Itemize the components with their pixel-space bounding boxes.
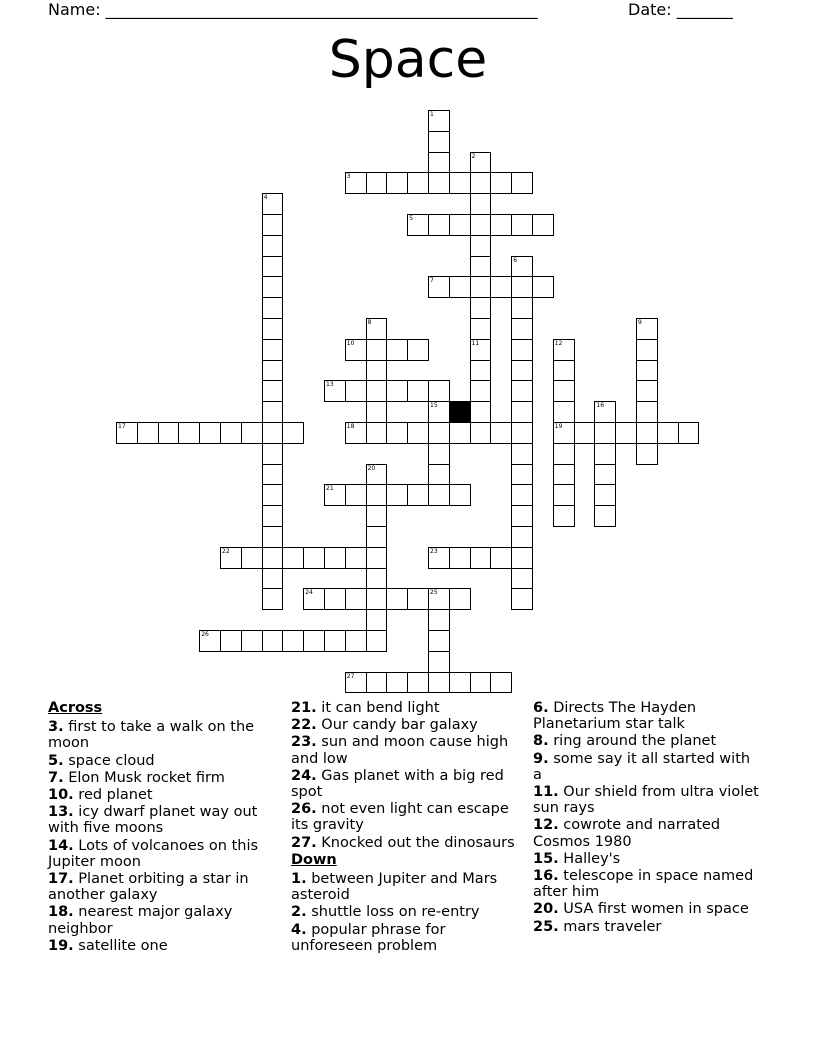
grid-cell[interactable] <box>366 464 388 486</box>
clue-item-number: 2. <box>291 904 307 921</box>
grid-cell[interactable] <box>678 422 700 444</box>
clue-number: 11 <box>471 339 480 347</box>
grid-cell[interactable] <box>511 172 533 194</box>
grid-cell[interactable] <box>428 276 450 298</box>
grid-cell[interactable] <box>262 360 284 382</box>
grid-cell[interactable] <box>366 505 388 527</box>
grid-cell[interactable] <box>262 464 284 486</box>
clue-number: 17 <box>118 423 126 430</box>
grid-cell[interactable] <box>553 360 575 382</box>
clue-item-number: 13. <box>48 804 74 821</box>
clue-item-text: nearest major galaxy neighbor <box>48 904 233 937</box>
grid-cell[interactable] <box>262 276 284 298</box>
clue-item <box>533 868 761 900</box>
grid-cell[interactable] <box>657 422 679 444</box>
grid-cell[interactable] <box>428 630 450 652</box>
clue-number: 15 <box>430 402 438 410</box>
grid-cell[interactable] <box>345 630 367 652</box>
clue-column-3 <box>533 700 761 936</box>
clue-item-number: 25. <box>533 918 559 935</box>
clue-number: 27 <box>346 672 355 680</box>
clue-number: 23 <box>430 547 438 555</box>
clue-number: 13 <box>326 381 334 389</box>
grid-cell[interactable] <box>428 152 450 174</box>
clue-number: 26 <box>201 631 209 638</box>
grid-cell[interactable] <box>511 547 533 569</box>
grid-cell[interactable] <box>324 547 346 569</box>
grid-cell[interactable] <box>220 547 242 569</box>
clue-number: 5 <box>409 215 414 222</box>
grid-cell[interactable] <box>511 339 533 361</box>
clue-number: 10 <box>346 339 355 347</box>
grid-cell[interactable] <box>366 380 388 402</box>
grid-cell[interactable] <box>428 443 450 465</box>
clue-item-number: 14. <box>48 837 74 854</box>
clue-number: 1 <box>430 111 434 118</box>
clue-number: 3 <box>346 173 351 181</box>
grid-cell[interactable] <box>490 547 512 569</box>
grid-cell[interactable] <box>615 422 637 444</box>
grid-cell[interactable] <box>158 422 180 444</box>
clue-item-text: ring around the planet <box>548 733 717 750</box>
grid-cell[interactable] <box>449 214 471 236</box>
grid-cell[interactable] <box>303 588 325 610</box>
grid-cell[interactable] <box>366 547 388 569</box>
grid-cell[interactable] <box>490 276 512 298</box>
grid-cell[interactable] <box>241 547 263 569</box>
grid-cell[interactable] <box>553 339 575 361</box>
clue-item-number: 10. <box>48 787 74 804</box>
grid-cell[interactable] <box>262 380 284 402</box>
clue-item-number: 26. <box>291 801 317 818</box>
grid-cell[interactable] <box>199 422 221 444</box>
clue-item-text: some say it all started with a <box>533 750 751 783</box>
clue-column-1 <box>48 700 276 955</box>
clue-item-text: satellite one <box>73 937 168 954</box>
clue-item <box>533 751 761 783</box>
clue-item <box>291 922 517 954</box>
clue-item-text: it can bend light <box>316 700 440 716</box>
grid-cell[interactable] <box>511 464 533 486</box>
clue-number: 21 <box>326 485 334 493</box>
grid-cell[interactable] <box>282 422 304 444</box>
grid-cell[interactable] <box>449 422 471 444</box>
grid-cell[interactable] <box>199 630 221 652</box>
clue-item-number: 6. <box>533 700 549 716</box>
grid-cell[interactable] <box>470 235 492 257</box>
grid-cell[interactable] <box>386 422 408 444</box>
grid-cell[interactable] <box>636 318 658 340</box>
clue-number: 9 <box>638 319 642 326</box>
clue-item-number: 22. <box>291 717 317 734</box>
clue-item-number: 17. <box>48 871 74 888</box>
clue-item-text: Knocked out the dinosaurs <box>316 834 515 851</box>
clue-item <box>533 919 761 935</box>
grid-cell[interactable] <box>345 484 367 506</box>
grid-cell[interactable] <box>470 672 492 694</box>
grid-cell[interactable] <box>511 401 533 423</box>
grid-cell[interactable] <box>636 422 658 444</box>
clue-item-number: 21. <box>291 700 317 716</box>
grid-cell[interactable] <box>470 172 492 194</box>
clue-item-text: not even light can escape its gravity <box>291 801 509 834</box>
grid-cell[interactable] <box>553 443 575 465</box>
clue-item-text: space cloud <box>63 752 155 769</box>
grid-cell[interactable] <box>553 464 575 486</box>
grid-cell[interactable] <box>470 422 492 444</box>
grid-cell[interactable] <box>490 214 512 236</box>
clue-item-text: cowrote and narrated Cosmos 1980 <box>533 817 721 850</box>
grid-cell[interactable] <box>220 422 242 444</box>
grid-cell[interactable] <box>470 401 492 423</box>
grid-cell[interactable] <box>345 422 367 444</box>
grid-cell[interactable] <box>511 214 533 236</box>
clue-item <box>291 871 517 903</box>
date-field[interactable]: Date: _______ <box>628 0 733 19</box>
grid-cell[interactable] <box>470 380 492 402</box>
grid-cell[interactable] <box>386 672 408 694</box>
grid-cell[interactable] <box>449 588 471 610</box>
grid-cell[interactable] <box>262 297 284 319</box>
clue-item <box>48 938 276 954</box>
clue-item <box>291 768 517 800</box>
grid-cell[interactable] <box>262 505 284 527</box>
grid-cell[interactable] <box>345 339 367 361</box>
grid-cell[interactable] <box>532 276 554 298</box>
grid-cell[interactable] <box>324 588 346 610</box>
grid-cell[interactable] <box>407 588 429 610</box>
grid-cell[interactable] <box>386 380 408 402</box>
grid-cell[interactable] <box>428 651 450 673</box>
grid-cell[interactable] <box>178 422 200 444</box>
grid-cell[interactable] <box>241 630 263 652</box>
grid-cell[interactable] <box>262 484 284 506</box>
grid-cell[interactable] <box>324 380 346 402</box>
grid-cell[interactable] <box>511 505 533 527</box>
grid-cell[interactable] <box>511 276 533 298</box>
grid-cell[interactable] <box>511 297 533 319</box>
clue-item-number: 3. <box>48 719 64 736</box>
grid-cell[interactable] <box>262 256 284 278</box>
clue-number: 8 <box>367 319 372 326</box>
grid-cell[interactable] <box>366 630 388 652</box>
grid-cell[interactable] <box>262 401 284 423</box>
clue-item-text: Lots of volcanoes on this Jupiter moon <box>48 837 259 870</box>
grid-cell[interactable] <box>553 401 575 423</box>
name-field[interactable]: Name: ______________________________________________________ <box>48 0 538 19</box>
clue-item <box>291 835 517 851</box>
clue-item <box>533 851 761 867</box>
grid-cell[interactable] <box>490 172 512 194</box>
grid-cell[interactable] <box>636 360 658 382</box>
grid-cell[interactable] <box>532 214 554 236</box>
clue-item <box>533 817 761 849</box>
grid-cell[interactable] <box>262 422 284 444</box>
grid-cell[interactable] <box>366 588 388 610</box>
clue-item <box>291 904 517 920</box>
grid-cell[interactable] <box>553 422 575 444</box>
clue-item <box>48 838 276 870</box>
grid-cell[interactable] <box>366 318 388 340</box>
grid-cell[interactable] <box>345 672 367 694</box>
clue-item <box>48 787 276 803</box>
clue-item <box>48 904 276 936</box>
grid-cell[interactable] <box>386 172 408 194</box>
grid-cell[interactable] <box>137 422 159 444</box>
grid-cell[interactable] <box>636 443 658 465</box>
grid-cell[interactable] <box>511 568 533 590</box>
grid-cell[interactable] <box>511 318 533 340</box>
grid-cell[interactable] <box>428 422 450 444</box>
grid-cell[interactable] <box>262 568 284 590</box>
clue-item-number: 9. <box>533 750 549 767</box>
clue-number: 18 <box>346 423 355 430</box>
grid-cell[interactable] <box>262 235 284 257</box>
clue-item-text: Our candy bar galaxy <box>316 717 478 734</box>
clue-item <box>48 753 276 769</box>
grid-cell[interactable] <box>366 672 388 694</box>
grid-cell[interactable] <box>407 339 429 361</box>
clue-item <box>48 770 276 786</box>
clue-number: 12 <box>554 339 563 347</box>
grid-cell[interactable] <box>282 630 304 652</box>
grid-cell[interactable] <box>366 172 388 194</box>
clue-item-number: 24. <box>291 767 317 784</box>
grid-cell[interactable] <box>220 630 242 652</box>
grid-cell[interactable] <box>428 672 450 694</box>
clue-item-text: red planet <box>73 787 153 804</box>
clue-item-number: 18. <box>48 904 74 921</box>
grid-cell[interactable] <box>428 484 450 506</box>
clue-item-number: 15. <box>533 850 559 867</box>
grid-cell[interactable] <box>303 547 325 569</box>
grid-cell[interactable] <box>636 339 658 361</box>
clue-item <box>48 804 276 836</box>
clue-item-text: mars traveler <box>558 918 662 935</box>
clue-item <box>533 784 761 816</box>
clue-item-text: telescope in space named after him <box>533 868 754 901</box>
grid-cell[interactable] <box>470 256 492 278</box>
grid-cell[interactable] <box>449 672 471 694</box>
grid-cell[interactable] <box>407 172 429 194</box>
clue-item <box>48 719 276 751</box>
grid-cell[interactable] <box>511 484 533 506</box>
clue-item-number: 19. <box>48 937 74 954</box>
clue-item-text: sun and moon cause high and low <box>291 734 509 767</box>
clue-number: 22 <box>222 547 230 555</box>
grid-cell[interactable] <box>366 526 388 548</box>
grid-cell[interactable] <box>511 360 533 382</box>
grid-cell[interactable] <box>386 339 408 361</box>
clue-item <box>533 901 761 917</box>
clue-number: 2 <box>471 152 476 160</box>
clue-item <box>291 801 517 833</box>
grid-cell[interactable] <box>116 422 138 444</box>
clue-item-number: 8. <box>533 733 549 750</box>
grid-cell[interactable] <box>241 422 263 444</box>
grid-cell[interactable] <box>594 464 616 486</box>
grid-cell[interactable] <box>262 547 284 569</box>
clue-heading: Down <box>291 851 337 868</box>
clue-item-number: 7. <box>48 769 64 786</box>
grid-cell[interactable] <box>386 588 408 610</box>
clue-number: 6 <box>513 256 518 264</box>
grid-cell[interactable] <box>553 505 575 527</box>
grid-cell[interactable] <box>470 152 492 174</box>
grid-cell[interactable] <box>511 588 533 610</box>
clue-item <box>291 700 517 716</box>
grid-cell[interactable] <box>470 297 492 319</box>
grid-cell[interactable] <box>428 110 450 132</box>
grid-cell[interactable] <box>428 609 450 631</box>
grid-cell[interactable] <box>470 547 492 569</box>
clue-item-number: 1. <box>291 871 307 888</box>
grid-cell[interactable] <box>594 484 616 506</box>
grid-cell[interactable] <box>449 276 471 298</box>
clue-item-number: 16. <box>533 868 559 885</box>
clue-number: 19 <box>554 423 563 430</box>
clue-number: 4 <box>263 194 268 202</box>
clue-item-text: Our shield from ultra violet sun rays <box>533 784 759 817</box>
grid-cell[interactable] <box>449 484 471 506</box>
grid-cell[interactable] <box>345 588 367 610</box>
grid-cell[interactable] <box>407 422 429 444</box>
grid-block <box>449 401 471 423</box>
grid-cell[interactable] <box>490 422 512 444</box>
grid-cell[interactable] <box>345 380 367 402</box>
grid-cell[interactable] <box>428 172 450 194</box>
grid-cell[interactable] <box>262 443 284 465</box>
grid-cell[interactable] <box>262 339 284 361</box>
grid-cell[interactable] <box>407 672 429 694</box>
grid-cell[interactable] <box>428 131 450 153</box>
grid-cell[interactable] <box>449 172 471 194</box>
page-title: Space <box>328 30 488 90</box>
grid-cell[interactable] <box>470 339 492 361</box>
clue-item <box>291 734 517 766</box>
grid-cell[interactable] <box>366 568 388 590</box>
grid-cell[interactable] <box>428 464 450 486</box>
clue-item <box>533 733 761 749</box>
grid-cell[interactable] <box>490 672 512 694</box>
grid-cell[interactable] <box>366 360 388 382</box>
grid-cell[interactable] <box>428 380 450 402</box>
clue-item-number: 23. <box>291 734 317 751</box>
clue-item-text: Planet orbiting a star in another galaxy <box>48 871 249 904</box>
grid-cell[interactable] <box>282 547 304 569</box>
grid-cell[interactable] <box>366 401 388 423</box>
grid-cell[interactable] <box>511 380 533 402</box>
grid-cell[interactable] <box>428 401 450 423</box>
grid-cell[interactable] <box>470 214 492 236</box>
clue-item <box>533 700 761 732</box>
clue-item <box>291 717 517 733</box>
grid-cell[interactable] <box>470 360 492 382</box>
clue-item-text: first to take a walk on the moon <box>48 719 255 752</box>
grid-cell[interactable] <box>449 547 471 569</box>
grid-cell[interactable] <box>470 193 492 215</box>
clue-number: 20 <box>367 464 376 472</box>
clue-number: 25 <box>430 589 438 597</box>
clue-item-text: between Jupiter and Mars asteroid <box>291 871 498 904</box>
grid-cell[interactable] <box>262 588 284 610</box>
grid-cell[interactable] <box>511 256 533 278</box>
grid-cell[interactable] <box>366 422 388 444</box>
grid-cell[interactable] <box>470 276 492 298</box>
grid-cell[interactable] <box>262 630 284 652</box>
clue-item-number: 20. <box>533 901 559 918</box>
grid-cell[interactable] <box>407 484 429 506</box>
clue-item-text: icy dwarf planet way out with five moons <box>48 804 258 837</box>
clue-item-text: Gas planet with a big red spot <box>291 767 504 801</box>
grid-cell[interactable] <box>428 547 450 569</box>
grid-cell[interactable] <box>262 526 284 548</box>
grid-cell[interactable] <box>262 318 284 340</box>
grid-cell[interactable] <box>262 193 284 215</box>
grid-cell[interactable] <box>324 630 346 652</box>
clue-number: 24 <box>305 589 313 597</box>
grid-cell[interactable] <box>636 380 658 402</box>
grid-cell[interactable] <box>366 609 388 631</box>
grid-cell[interactable] <box>386 484 408 506</box>
clue-item <box>48 871 276 903</box>
grid-cell[interactable] <box>345 547 367 569</box>
grid-cell[interactable] <box>553 380 575 402</box>
grid-cell[interactable] <box>428 588 450 610</box>
grid-cell[interactable] <box>345 172 367 194</box>
grid-cell[interactable] <box>407 214 429 236</box>
clue-item-text: Halley's <box>558 850 621 867</box>
grid-cell[interactable] <box>594 443 616 465</box>
grid-cell[interactable] <box>324 484 346 506</box>
grid-cell[interactable] <box>470 318 492 340</box>
clue-item-number: 5. <box>48 752 64 769</box>
clue-item-text: shuttle loss on re-entry <box>306 904 480 921</box>
grid-cell[interactable] <box>636 401 658 423</box>
clue-item-number: 12. <box>533 817 559 834</box>
grid-cell[interactable] <box>574 422 596 444</box>
clue-item-text: Directs The Hayden Planetarium star talk <box>533 700 697 733</box>
grid-cell[interactable] <box>594 422 616 444</box>
grid-cell[interactable] <box>511 526 533 548</box>
clue-number: 7 <box>430 277 434 285</box>
grid-cell[interactable] <box>511 422 533 444</box>
clue-item-text: popular phrase for unforeseen problem <box>291 921 446 954</box>
grid-cell[interactable] <box>366 484 388 506</box>
clue-item-text: Elon Musk rocket firm <box>63 769 225 786</box>
grid-cell[interactable] <box>303 630 325 652</box>
grid-cell[interactable] <box>594 505 616 527</box>
clue-item-number: 4. <box>291 921 307 938</box>
grid-cell[interactable] <box>511 443 533 465</box>
clue-item-number: 27. <box>291 834 317 851</box>
clue-column-2 <box>291 700 517 955</box>
grid-cell[interactable] <box>553 484 575 506</box>
grid-cell[interactable] <box>407 380 429 402</box>
clue-number: 16 <box>596 402 605 410</box>
grid-cell[interactable] <box>366 339 388 361</box>
clue-item-text: USA first women in space <box>558 901 749 918</box>
grid-cell[interactable] <box>262 214 284 236</box>
clue-heading: Across <box>48 700 103 716</box>
grid-cell[interactable] <box>428 214 450 236</box>
clue-item-number: 11. <box>533 784 559 801</box>
grid-cell[interactable] <box>594 401 616 423</box>
